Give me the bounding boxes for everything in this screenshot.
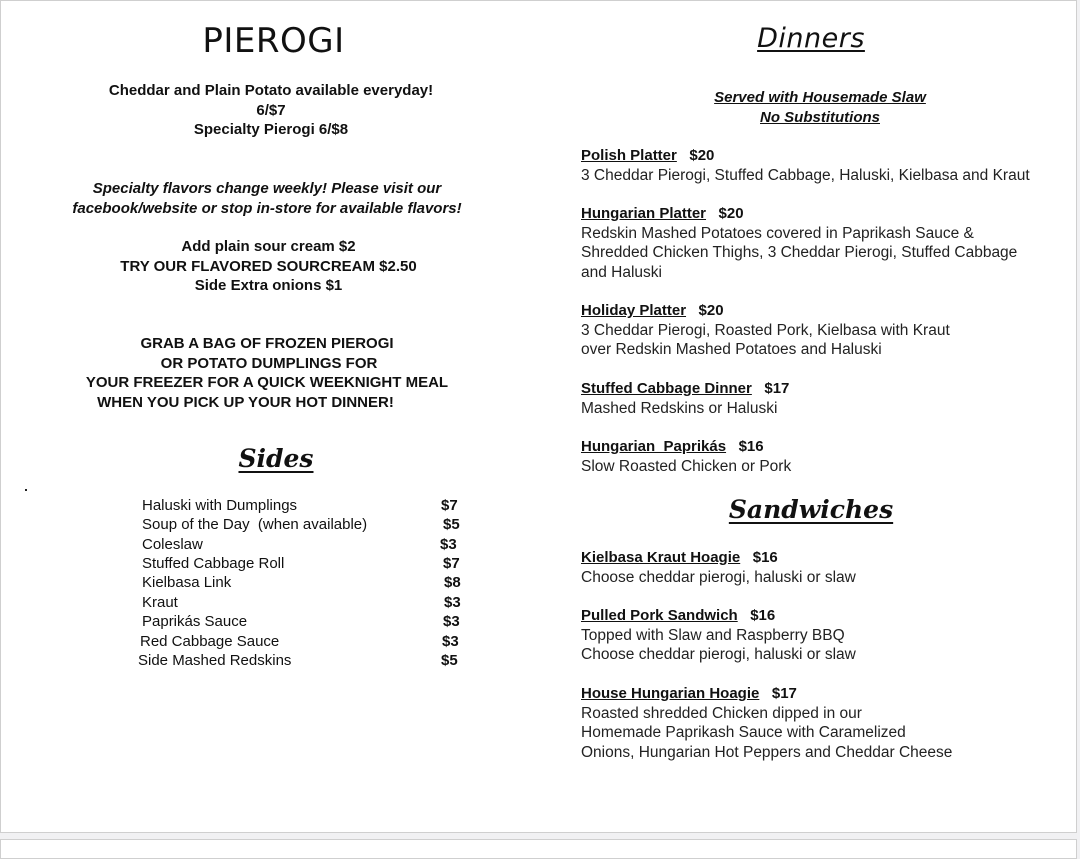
promo-line: OR POTATO DUMPLINGS FOR — [160, 354, 378, 372]
dinner-price: $20 — [698, 302, 724, 319]
dinner-price: $17 — [764, 380, 790, 397]
dinner-desc: Shredded Chicken Thighs, 3 Cheddar Pierogi, Stuffed Cabbage — [581, 244, 1018, 261]
pricing-line: Cheddar and Plain Potato available everyday! — [108, 82, 434, 99]
dinner-title — [581, 204, 1017, 224]
dinner-desc: 3 Cheddar Pierogi, Stuffed Cabbage, Haluski, Kielbasa and Kraut — [581, 166, 1030, 184]
sandwich-desc: Onions, Hungarian Hot Peppers and Cheddar Cheese — [581, 743, 953, 761]
side-name: Stuffed Cabbage Roll — [142, 555, 285, 572]
side-name: Red Cabbage Sauce — [140, 633, 280, 650]
dinner-desc: over Redskin Mashed Potatoes and Haluski — [581, 341, 882, 358]
sandwich-item — [581, 606, 856, 665]
side-price: $7 — [443, 555, 460, 572]
promo-line: YOUR FREEZER FOR A QUICK WEEKNIGHT MEAL — [85, 374, 449, 391]
stray-dot — [25, 489, 27, 491]
sandwich-item — [581, 684, 952, 762]
dinner-title — [581, 379, 789, 399]
dinner-item — [581, 379, 789, 418]
specialty-note-line: facebook/website or stop in-store for available flavors! — [72, 199, 462, 217]
sides-heading: Sides — [238, 444, 314, 473]
dinner-price: $20 — [718, 205, 744, 222]
dinner-title — [581, 437, 791, 457]
pierogi-title: PIEROGI — [202, 21, 345, 61]
dinner-item — [581, 437, 791, 476]
promo-line: WHEN YOU PICK UP YOUR HOT DINNER! — [97, 393, 394, 411]
next-page-edge — [0, 839, 1077, 859]
dinners-note-line: No Substitutions — [760, 108, 880, 126]
dinner-title — [581, 301, 950, 321]
sandwich-name: Kielbasa Kraut Hoagie — [581, 549, 741, 566]
sandwich-item — [581, 548, 856, 587]
sandwich-name: House Hungarian Hoagie — [581, 685, 760, 702]
pricing-line: Specialty Pierogi 6/$8 — [193, 121, 349, 138]
dinner-name: Holiday Platter — [581, 302, 687, 319]
dinner-title — [581, 146, 1030, 166]
sandwich-desc: Choose cheddar pierogi, haluski or slaw — [581, 568, 856, 586]
dinner-desc: and Haluski — [581, 263, 662, 281]
dinner-name: Hungarian Platter — [581, 205, 707, 222]
dinner-name: Polish Platter — [581, 147, 677, 164]
sandwich-desc: Roasted shredded Chicken dipped in our — [581, 704, 862, 722]
dinner-price: $20 — [689, 147, 715, 164]
side-name: Kielbasa Link — [142, 574, 232, 591]
side-price: $5 — [443, 516, 460, 533]
dinner-desc: 3 Cheddar Pierogi, Roasted Pork, Kielbasa with Kraut — [581, 321, 950, 339]
side-price: $5 — [441, 652, 458, 669]
sandwich-title — [581, 606, 856, 626]
dinner-name: Stuffed Cabbage Dinner — [581, 380, 752, 397]
dinner-desc: Redskin Mashed Potatoes covered in Paprikash Sauce & — [581, 224, 974, 242]
dinner-desc: Slow Roasted Chicken or Pork — [581, 457, 792, 475]
sandwiches-heading: Sandwiches — [728, 495, 894, 524]
sandwich-desc: Homemade Paprikash Sauce with Caramelized — [581, 724, 906, 741]
sandwich-price: $16 — [752, 549, 778, 566]
side-name: Soup of the Day (when available) — [142, 516, 368, 533]
dinners-note-line: Served with Housemade Slaw — [714, 89, 926, 106]
pierogi-pricing — [1, 81, 541, 140]
sandwich-title — [581, 684, 952, 704]
dinner-item — [581, 146, 1030, 185]
frozen-promo — [1, 334, 533, 412]
sandwich-desc: Topped with Slaw and Raspberry BBQ — [581, 626, 845, 644]
dinners-note — [561, 88, 1079, 127]
sandwich-price: $16 — [750, 607, 776, 624]
addon-line: TRY OUR FLAVORED SOURCREAM $2.50 — [120, 257, 417, 275]
side-price: $3 — [444, 594, 461, 611]
side-name: Paprikás Sauce — [142, 613, 248, 630]
side-name: Coleslaw — [142, 536, 203, 553]
sandwich-name: Pulled Pork Sandwich — [581, 607, 738, 624]
dinner-item — [581, 301, 950, 360]
dinner-name: Hungarian Paprikás — [581, 438, 727, 455]
pricing-line: 6/$7 — [256, 101, 286, 119]
side-price: $3 — [443, 613, 460, 630]
dinner-price: $16 — [738, 438, 764, 455]
sandwich-desc: Choose cheddar pierogi, haluski or slaw — [581, 646, 856, 663]
dinners-heading: Dinners — [757, 23, 865, 54]
side-name: Side Mashed Redskins — [138, 652, 292, 669]
addon-line: Side Extra onions $1 — [194, 277, 343, 294]
side-name: Kraut — [142, 594, 178, 611]
specialty-note — [1, 179, 533, 218]
dinner-desc: Mashed Redskins or Haluski — [581, 399, 778, 417]
dinner-item — [581, 204, 1017, 282]
sandwich-price: $17 — [771, 685, 797, 702]
side-price: $8 — [444, 574, 461, 591]
side-price: $3 — [442, 633, 459, 650]
promo-line: GRAB A BAG OF FROZEN PIEROGI — [140, 335, 394, 352]
side-name: Haluski with Dumplings — [142, 497, 298, 514]
sandwich-title — [581, 548, 856, 568]
addons — [1, 237, 536, 296]
side-price: $3 — [440, 536, 457, 553]
addon-line: Add plain sour cream $2 — [181, 238, 356, 255]
side-price: $7 — [441, 497, 458, 514]
specialty-note-line: Specialty flavors change weekly! Please visit our — [92, 180, 442, 197]
